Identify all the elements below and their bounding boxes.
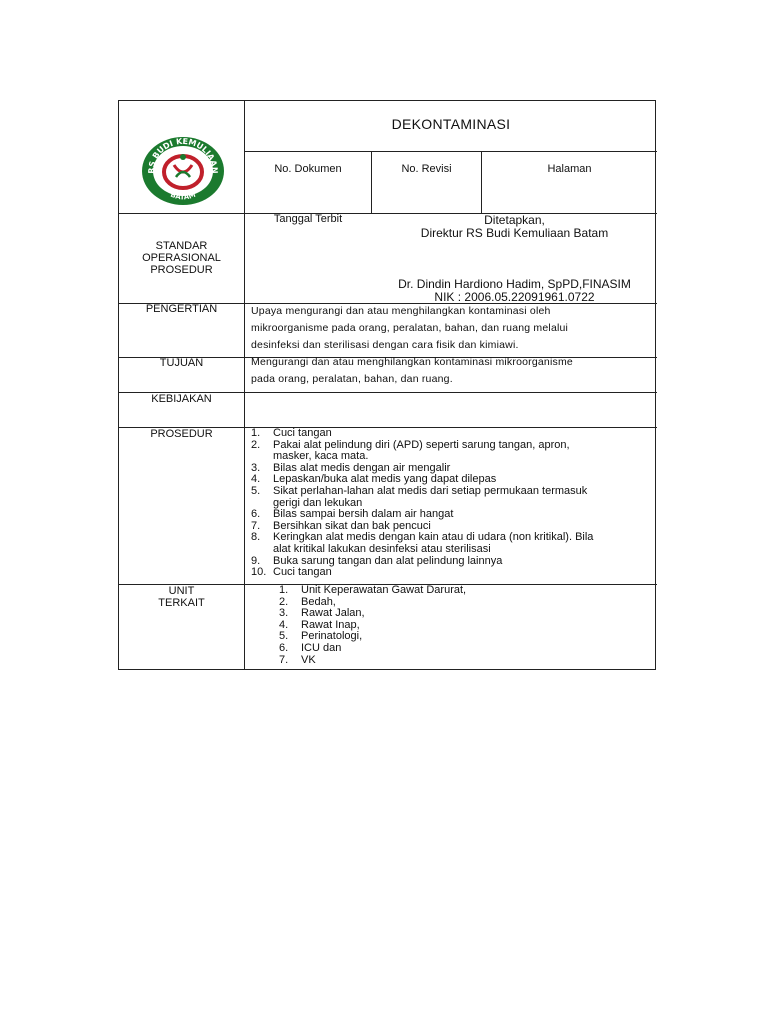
prosedur-list — [251, 428, 651, 579]
tujuan-line: Mengurangi dan atau menghilangkan kontaminasi mikroorganisme — [251, 356, 573, 368]
pengertian-line: Upaya mengurangi dan atau menghilangkan kontaminasi oleh — [251, 305, 551, 317]
ditetapkan-label: Ditetapkan, — [484, 213, 545, 227]
prosedur-step-text: Keringkan alat medis dengan kain atau di udara (non kritikal). Bila — [273, 531, 594, 544]
sop-document — [118, 100, 656, 670]
sop-label-line1: STANDAR — [155, 240, 208, 252]
prosedur-step-text: Bilas alat medis dengan air mengalir — [273, 461, 451, 474]
unit-item-number: 6. — [279, 641, 289, 654]
prosedur-step-text-continued: alat kritikal lakukan desinfeksi atau sterilisasi — [273, 542, 491, 555]
logo-text-bottom: BATAM — [169, 190, 197, 202]
prosedur-step-number: 10. — [251, 566, 267, 579]
sop-label-line2: OPERASIONAL — [142, 252, 221, 264]
ditetapkan-block — [372, 214, 657, 240]
prosedur-step-text-continued: masker, kaca mata. — [273, 450, 369, 463]
hospital-logo — [140, 135, 226, 207]
no-revisi-label: No. Revisi — [401, 163, 452, 175]
prosedur-step-text: Cuci tangan — [273, 427, 332, 439]
prosedur-step-number: 3. — [251, 461, 261, 474]
unit-item — [251, 655, 651, 667]
unit-item-number: 4. — [279, 618, 289, 631]
prosedur-step — [251, 440, 651, 463]
document-title: DEKONTAMINASI — [391, 116, 511, 132]
signer-nik: NIK : 2006.05.22091961.0722 — [434, 290, 595, 304]
unit-item-text: VK — [301, 653, 316, 666]
prosedur-step-number: 8. — [251, 531, 261, 544]
column-divider — [481, 151, 482, 213]
unit-item-text: Rawat Inap, — [301, 618, 360, 631]
column-divider — [371, 151, 372, 213]
prosedur-step-number: 4. — [251, 473, 261, 486]
unit-label-line2: TERKAIT — [158, 597, 205, 609]
prosedur-step — [251, 567, 651, 579]
unit-label-line1: UNIT — [168, 585, 195, 597]
tujuan-label: TUJUAN — [159, 357, 204, 369]
unit-item-number: 7. — [279, 653, 289, 666]
prosedur-step-text: Cuci tangan — [273, 566, 332, 579]
unit-item-number: 2. — [279, 595, 289, 608]
signer-name: Dr. Dindin Hardiono Hadim, SpPD,FINASIM — [398, 277, 631, 291]
sop-label-line3: PROSEDUR — [150, 264, 213, 276]
direktur-label: Direktur RS Budi Kemuliaan Batam — [420, 226, 609, 240]
pengertian-text — [251, 303, 651, 354]
prosedur-step-number: 7. — [251, 519, 261, 532]
unit-item-text: Unit Keperawatan Gawat Darurat, — [301, 584, 467, 596]
prosedur-step-number: 1. — [251, 427, 261, 439]
pengertian-label: PENGERTIAN — [145, 303, 218, 315]
prosedur-step-number: 9. — [251, 554, 261, 567]
prosedur-step — [251, 486, 651, 509]
tanggal-terbit-label: Tanggal Terbit — [273, 213, 343, 225]
sop-label — [119, 240, 244, 276]
unit-item — [251, 585, 651, 597]
prosedur-step-number: 6. — [251, 508, 261, 521]
row-divider — [244, 151, 657, 152]
kebijakan-label: KEBIJAKAN — [151, 393, 212, 405]
unit-item-text: ICU dan — [301, 641, 342, 654]
logo-text-top: RS BUDI KEMULIAAN — [146, 136, 220, 174]
prosedur-step-number: 2. — [251, 438, 261, 451]
prosedur-step-text: Bersihkan sikat dan bak pencuci — [273, 519, 431, 532]
unit-item-text: Perinatologi, — [301, 630, 363, 643]
prosedur-step — [251, 532, 651, 555]
prosedur-step-text: Lepaskan/buka alat medis yang dapat dilepas — [273, 473, 497, 486]
unit-item-number: 5. — [279, 630, 289, 643]
unit-item-number: 1. — [279, 584, 289, 596]
prosedur-label: PROSEDUR — [150, 428, 213, 440]
unit-item — [251, 643, 651, 655]
tujuan-line: pada orang, peralatan, bahan, dan ruang. — [251, 373, 453, 385]
prosedur-step-text: Bilas sampai bersih dalam air hangat — [273, 508, 454, 521]
halaman-label: Halaman — [547, 163, 592, 175]
pengertian-line: desinfeksi dan sterilisasi dengan cara fisik dan kimiawi. — [251, 339, 519, 351]
prosedur-step — [251, 509, 651, 521]
no-dokumen-label: No. Dokumen — [274, 163, 342, 175]
signer-block — [372, 278, 657, 304]
prosedur-step — [251, 428, 651, 440]
tujuan-text — [251, 354, 651, 388]
pengertian-line: mikroorganisme pada orang, peralatan, bahan, dan ruang melalui — [251, 322, 569, 334]
prosedur-step-text: Pakai alat pelindung diri (APD) seperti sarung tangan, apron, — [273, 438, 570, 451]
unit-item-text: Bedah, — [301, 595, 336, 608]
prosedur-step-text: Sikat perlahan-lahan alat medis dari setiap permukaan termasuk — [273, 484, 588, 497]
prosedur-step-number: 5. — [251, 484, 261, 497]
prosedur-step-text-continued: gerigi dan lekukan — [273, 496, 363, 509]
prosedur-step-text: Buka sarung tangan dan alat pelindung lainnya — [273, 554, 503, 567]
unit-terkait-label — [119, 585, 244, 609]
unit-terkait-list — [251, 585, 651, 666]
unit-item-text: Rawat Jalan, — [301, 607, 365, 620]
unit-item-number: 3. — [279, 607, 289, 620]
